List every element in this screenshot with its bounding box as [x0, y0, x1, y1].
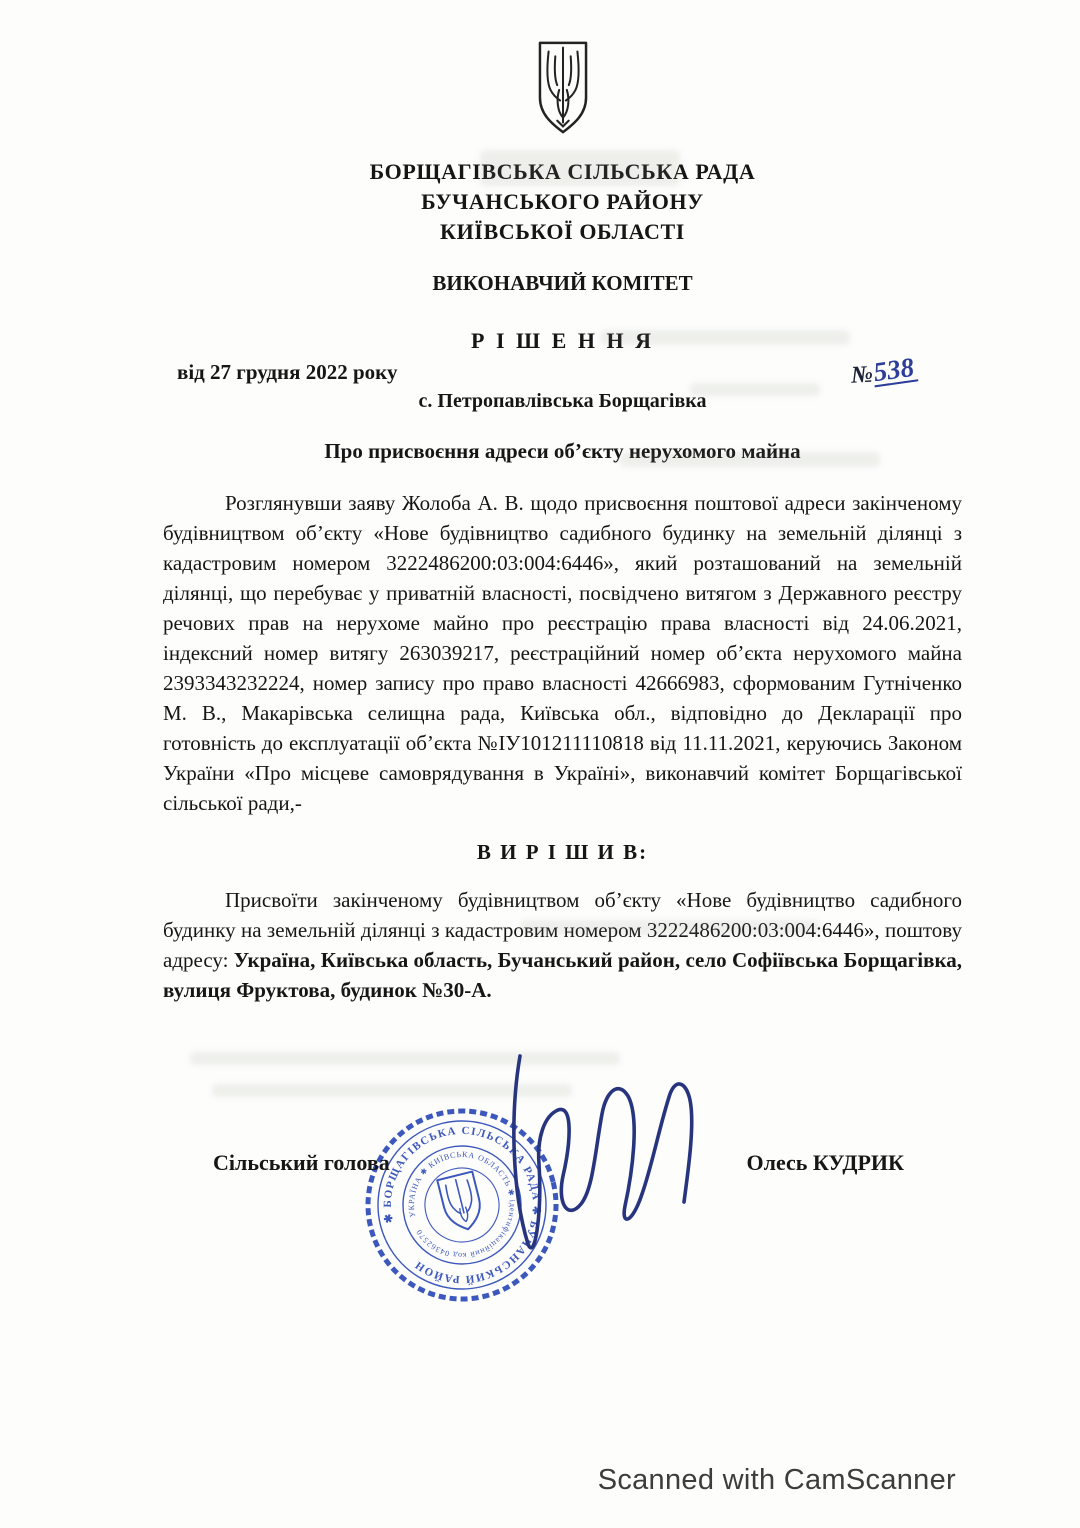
committee-line: ВИКОНАВЧИЙ КОМІТЕТ: [432, 271, 693, 295]
org-district-line: БУЧАНСЬКОГО РАЙОНУ: [421, 189, 704, 214]
org-council-line: БОРЩАГІВСЬКА СІЛЬСЬКА РАДА: [369, 159, 756, 184]
preamble-paragraph: Розглянувши заяву Жолоба А. В. щодо присвоєння поштової адреси закінченому будівництвом об’єкту «Нове будівництво садибного будинку на земельній ділянці з кадастровим номером 3222486200:03:004:6446», який розташований на земельній ділянці, що перебуває у приватній власності, посвідчено витягом з Державного реєстру речових прав на нерухоме майно про реєстрацію права власності від 24.06.2021, індексний номер витягу 263039217, реєстраційний номер об’єкта нерухомого майна 2393343232224, номер запису про право власності 42666983, сформованим Гутніченко М. В., Макарівська селищна рада, Київська обл., відповідно до Декларації про готовність до експлуатації об’єкта №ІУ101211110818 від 11.11.2021, керуючись Законом України «Про місцеве самоврядування в Україні», виконавчий комітет Борщагівської сільської ради,-: [163, 491, 962, 815]
bleed-through-artifact: [520, 920, 820, 935]
stamp-trident-shield-icon: [437, 1172, 485, 1234]
ukraine-trident-emblem: [534, 40, 592, 136]
bleed-through-artifact: [690, 383, 820, 396]
org-region-line: КИЇВСЬКОЇ ОБЛАСТІ: [440, 219, 685, 244]
handwritten-number: 538: [871, 351, 916, 388]
signer-name: Олесь КУДРИК: [746, 1150, 904, 1175]
signature-block: [163, 1150, 962, 1176]
document-place: с. Петропавлівська Борщагівка: [418, 390, 707, 412]
document-subject: Про присвоєння адреси об’єкту нерухомого майна: [324, 439, 801, 463]
resolution-heading: В И Р І Ш И В:: [476, 840, 649, 864]
number-sign: №: [849, 361, 874, 389]
meta-row: [163, 351, 962, 389]
stamp-inner-ring-text: УКРАЇНА ✱ КИЇВСЬКА ОБЛАСТЬ ✱ ідентифікаційний код 04362570: [406, 1149, 518, 1261]
assigned-address: Україна, Київська область, Бучанський район, село Софіївська Борщагівка, вулиця Фруктова, будинок №30-А.: [163, 948, 962, 1002]
resolution-text: Присвоїти закінченому будівництвом об’єкту «Нове будівництво садибного будинку на земельній ділянці з кадастровим номером 3222486200:03:004:6446», поштову адресу:: [163, 888, 962, 972]
stamp-outer-ring-text: ✱ БОРЩАГІВСЬКА СІЛЬСЬКА РАДА ✱ БУЧАНСЬКИЙ РАЙОН: [381, 1124, 543, 1286]
bleed-through-artifact: [620, 452, 880, 467]
resolution-paragraph: [163, 885, 962, 1005]
document-date: від 27 грудня 2022 року: [177, 360, 398, 384]
signer-title: Сільський голова: [213, 1150, 390, 1175]
bleed-through-artifact: [600, 330, 850, 345]
document-type-heading: Р І Ш Е Н Н Я: [471, 328, 654, 353]
bleed-through-artifact: [480, 150, 680, 186]
camscanner-watermark: Scanned with CamScanner: [597, 1464, 956, 1496]
document-number: [849, 351, 917, 389]
